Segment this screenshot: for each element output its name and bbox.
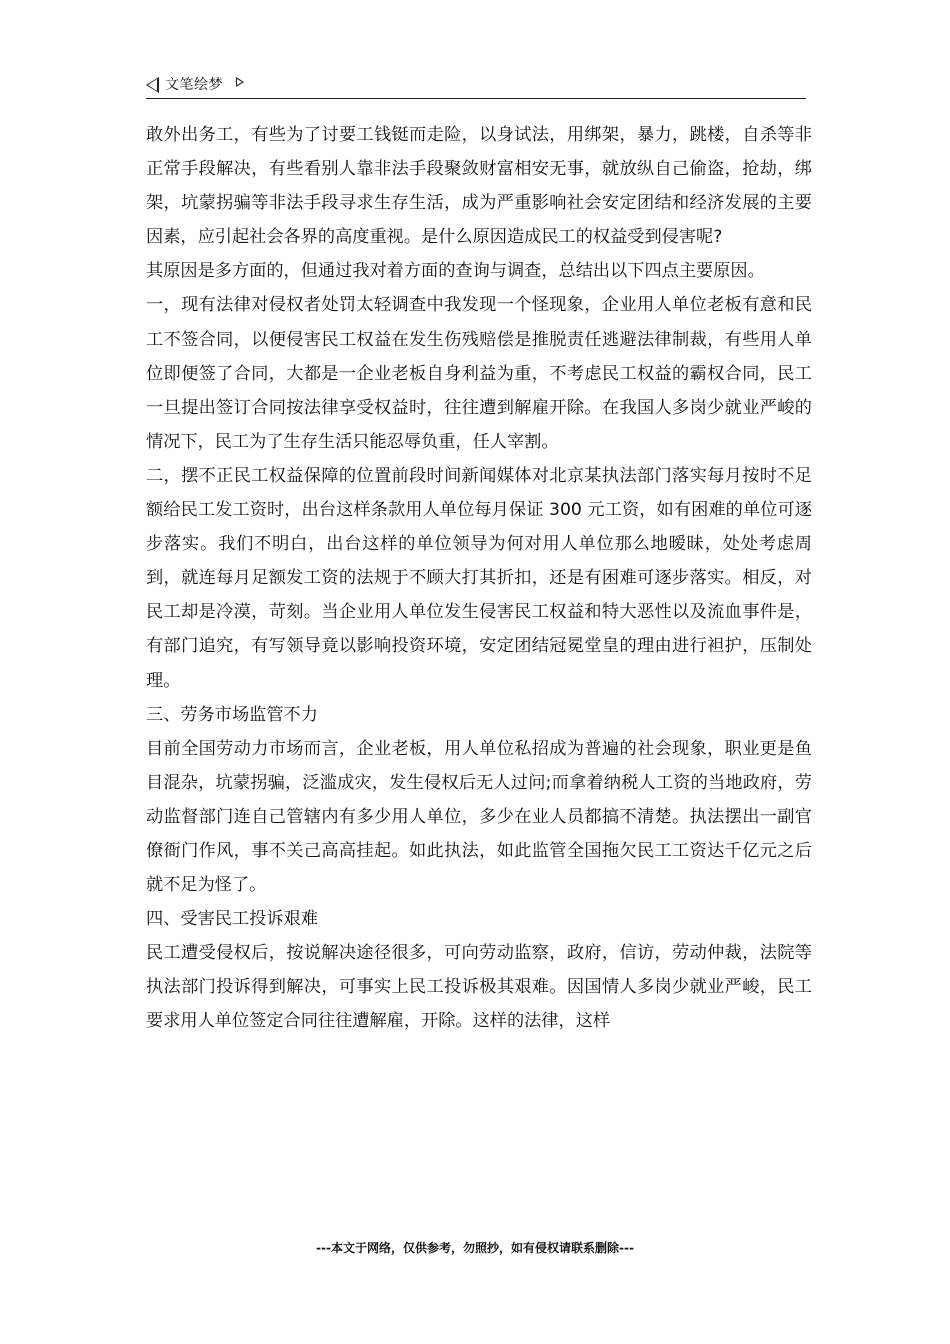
paragraph: 其原因是多方面的，但通过我对着方面的查询与调查，总结出以下四点主要原因。 [146, 261, 765, 282]
section-heading: 三、劳务市场监管不力 [146, 704, 318, 725]
page-header [146, 74, 806, 99]
paragraph: 一，现有法律对侵权者处罚太轻调查中我发现一个怪现象，企业用人单位老板有意和民工不签合同，以便侵害民工权益在发生伤残赔偿是推脱责任逃避法律制裁，有些用人单位即便签了合同，大都是一企业老板自身利益为重，不考虑民工权益的霸权合同，民工一旦提出签订合同按法律享受权益时，往往遭到解雇开除。在我国人多岗少就业严峻的情况下，民工为了生存生活只能忍辱负重，任人宰割。 [146, 295, 812, 452]
footer-notice: ---本文于网络，仅供参考，勿照抄，如有侵权请联系删除--- [316, 1241, 634, 1255]
paragraph: 民工遭受侵权后，按说解决途径很多，可向劳动监察，政府，信访，劳动仲裁，法院等执法部门投诉得到解决，可事实上民工投诉极其艰难。因国情人多岗少就业严峻，民工要求用人单位签定合同往往遭解雇，开除。这样的法律，这样 [146, 943, 812, 1032]
header-brand: 文笔绘梦 [165, 77, 223, 93]
paragraph: 二，摆不正民工权益保障的位置前段时间新闻媒体对北京某执法部门落实每月按时不足额给民工发工资时，出台这样条款用人单位每月保证 300 元工资，如有困难的单位可逐步落实。我们不明白，出台这样的单位领导为何对用人单位那么地暧昧，处处考虑周到，就连每月足额发工资的法规于不顾大打其折扣，还是有困难可逐步落实。相反，对民工却是冷漠，苛刻。当企业用人单位发生侵害民工权益和特大恶性以及流血事件是，有部门追究，有写领导竟以影响投资环境，安定团结冠冕堂皇的理由进行袒护，压制处理。 [146, 465, 812, 691]
triangle-right-icon [236, 77, 244, 87]
paragraph: 目前全国劳动力市场而言，企业老板，用人单位私招成为普遍的社会现象，职业更是鱼目混杂，坑蒙拐骗，泛滥成灾，发生侵权后无人过问;而拿着纳税人工资的当地政府，劳动监督部门连自己管辖内有多少用人单位，多少在业人员都搞不清楚。执法摆出一副官僚衙门作风，事不关己高高挂起。如此执法，如此监管全国拖欠民工工资达千亿元之后就不足为怪了。 [146, 738, 812, 896]
section-heading: 四、受害民工投诉艰难 [146, 909, 318, 930]
document-body [146, 118, 812, 1039]
paragraph: 敢外出务工，有些为了讨要工钱铤而走险，以身试法，用绑架，暴力，跳楼，自杀等非正常手段解决，有些看别人靠非法手段聚敛财富相安无事，就放纵自己偷盗，抢劫，绑架，坑蒙拐骗等非法手段寻求生存生活，成为严重影响社会安定团结和经济发展的主要因素，应引起社会各界的高度重视。是什么原因造成民工的权益受到侵害呢? [146, 125, 812, 248]
triangle-left-icon [146, 77, 159, 93]
